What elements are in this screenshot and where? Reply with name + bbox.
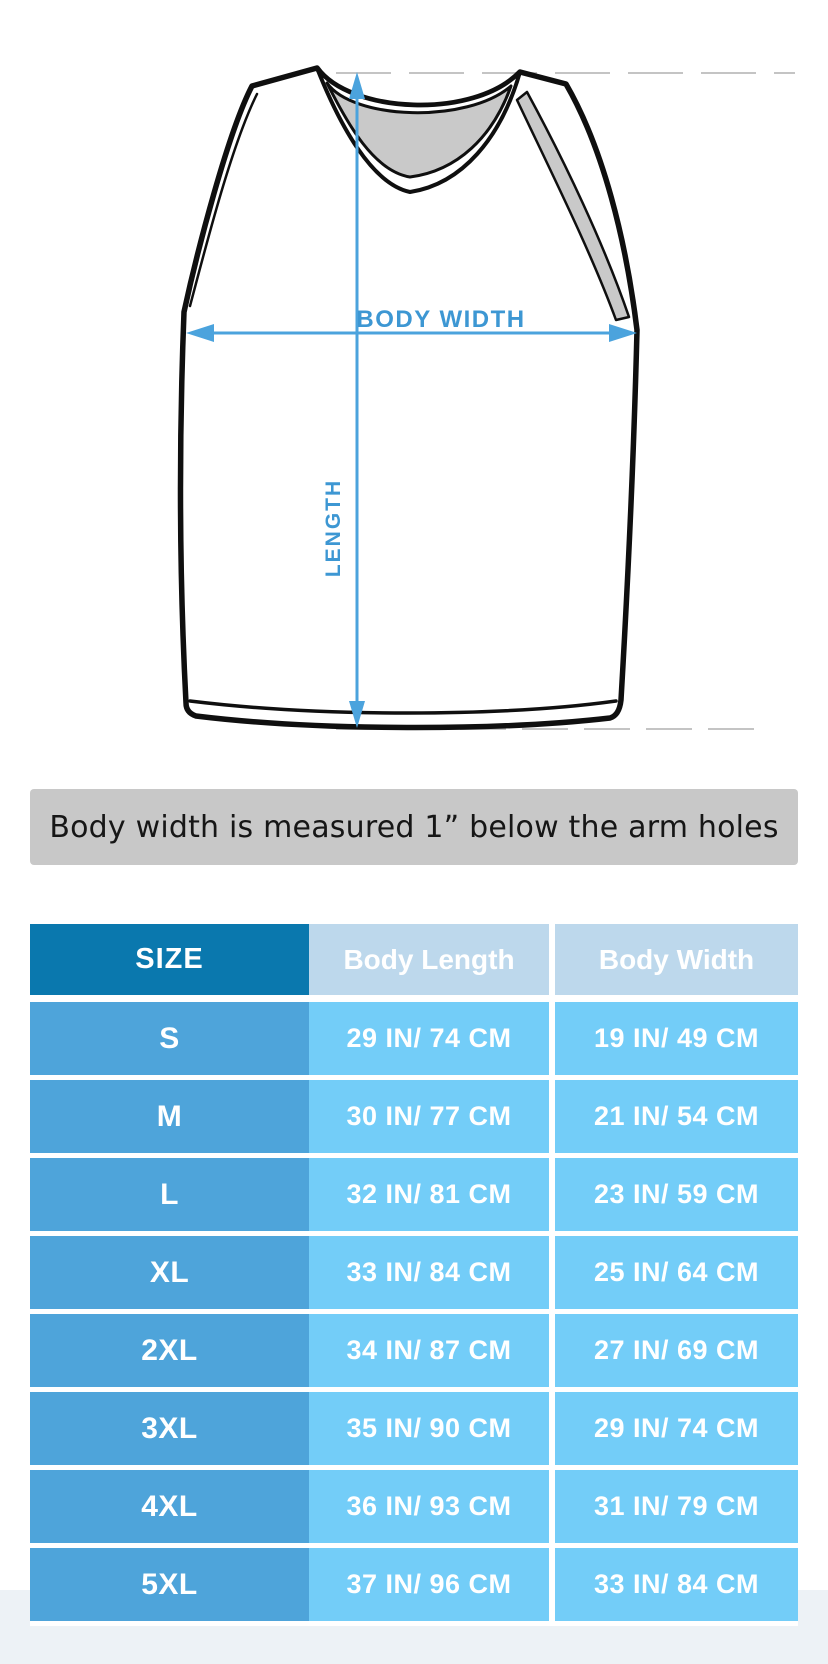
size-label: S — [30, 1002, 309, 1075]
body-length-value: 34 IN/ 87 CM — [309, 1314, 555, 1387]
body-width-value: 27 IN/ 69 CM — [555, 1314, 798, 1387]
length-label: LENGTH — [322, 478, 345, 578]
header-body-width: Body Width — [555, 924, 798, 995]
size-label: 3XL — [30, 1392, 309, 1465]
size-label: 4XL — [30, 1470, 309, 1543]
size-label: L — [30, 1158, 309, 1231]
body-length-value: 30 IN/ 77 CM — [309, 1080, 555, 1153]
body-width-value: 23 IN/ 59 CM — [555, 1158, 798, 1231]
table-row — [30, 1548, 798, 1621]
measurement-note — [30, 789, 798, 865]
table-row — [30, 1080, 798, 1153]
table-row — [30, 1314, 798, 1387]
table-row — [30, 1236, 798, 1309]
header-body-length: Body Length — [309, 924, 555, 995]
body-length-value: 35 IN/ 90 CM — [309, 1392, 555, 1465]
table-header-row — [30, 924, 798, 995]
body-width-value: 31 IN/ 79 CM — [555, 1470, 798, 1543]
table-row — [30, 1392, 798, 1465]
body-width-value: 21 IN/ 54 CM — [555, 1080, 798, 1153]
size-label: M — [30, 1080, 309, 1153]
body-length-value: 32 IN/ 81 CM — [309, 1158, 555, 1231]
body-width-value: 25 IN/ 64 CM — [555, 1236, 798, 1309]
body-length-value: 37 IN/ 96 CM — [309, 1548, 555, 1621]
body-length-value: 36 IN/ 93 CM — [309, 1470, 555, 1543]
length-arrow-head-top — [349, 72, 365, 99]
table-row — [30, 1470, 798, 1543]
size-label: XL — [30, 1236, 309, 1309]
table-row — [30, 1002, 798, 1075]
body-width-label: BODY WIDTH — [356, 306, 526, 333]
size-label: 5XL — [30, 1548, 309, 1621]
body-width-value: 29 IN/ 74 CM — [555, 1392, 798, 1465]
header-size: SIZE — [30, 924, 309, 995]
tank-top-diagram — [0, 0, 828, 780]
size-table — [30, 924, 798, 1626]
size-label: 2XL — [30, 1314, 309, 1387]
body-length-value: 33 IN/ 84 CM — [309, 1236, 555, 1309]
table-row — [30, 1158, 798, 1231]
body-length-value: 29 IN/ 74 CM — [309, 1002, 555, 1075]
body-width-value: 19 IN/ 49 CM — [555, 1002, 798, 1075]
measurement-note-text: Body width is measured 1” below the arm holes — [49, 809, 779, 845]
body-width-value: 33 IN/ 84 CM — [555, 1548, 798, 1621]
